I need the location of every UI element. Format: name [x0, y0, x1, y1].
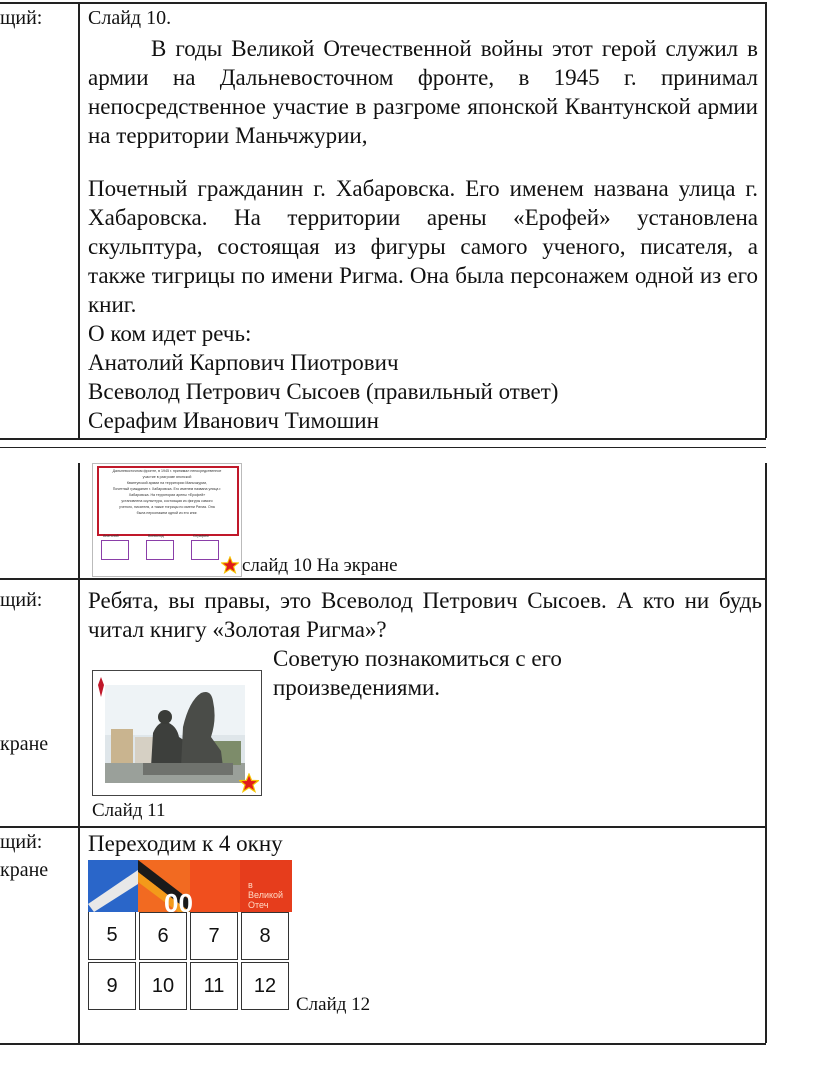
tile-10[interactable]: 10 — [139, 962, 187, 1010]
table-top-border — [0, 2, 766, 4]
row1-left-label: щий: — [0, 7, 43, 29]
tile-7[interactable]: 7 — [190, 912, 238, 960]
question-prompt: О ком идет речь: — [88, 321, 252, 346]
row4-heading: Переходим к 4 окну — [88, 831, 283, 856]
table-bottom-border — [0, 1043, 766, 1045]
tile-12[interactable]: 12 — [241, 962, 289, 1010]
tile-6[interactable]: 6 — [139, 912, 187, 960]
row3-advice-text: Советую познакомиться с его произведениями. — [273, 646, 562, 700]
poster-banner-text: в Великой Отеч — [248, 880, 284, 910]
slide-11-thumbnail — [92, 670, 262, 796]
tile-9[interactable]: 9 — [88, 962, 136, 1010]
star-icon — [239, 773, 259, 793]
question-paragraph-2: Почетный гражданин г. Хабаровска. Его именем названа улица г. Хабаровска. На территории арены «Ерофей» установлена скульптура, состоящая из фигуры самого ученого, писателя, а также тигрицы по имени Ригма. Она была персонажем одной из его книг. — [88, 176, 758, 317]
thumbnail-option-box-2 — [146, 540, 174, 560]
row3-left-label-top: щий: — [0, 589, 43, 611]
column-divider-lower — [78, 578, 80, 1043]
row1-content — [88, 6, 758, 435]
answer-option-2: Всеволод Петрович Сысоев (правильный ответ) — [88, 379, 559, 404]
thumbnail-option-box-1 — [101, 540, 129, 560]
row3-main-text: Ребята, вы правы, это Всеволод Петрович Сысоев. А кто ни будь читал книгу «Золотая Ригма»? — [88, 588, 762, 642]
thumbnail-text: Дальневосточном фронте, в 1945 г. принимал непосредственное участие в разгроме японской Квантунской армии на территории Маньчжурии, Почетный гражданин г. Хабаровска. Его именем названа улица г. Хабаровска. На территории арены «Ерофей» установлена скульптура, состоящая из фигуры самого ученого, писателя, а также тигрицы по имени Ригма. Она была персонажем одной из его книг. — [112, 469, 222, 515]
answer-option-3: Серафим Иванович Тимошин — [88, 408, 379, 433]
tile-11[interactable]: 11 — [190, 962, 238, 1010]
thumbnail-option-box-3 — [191, 540, 219, 560]
sculpture-photo — [93, 671, 261, 795]
answer-option-1: Анатолий Карпович Пиотрович — [88, 350, 399, 375]
row1-bottom-border — [0, 438, 766, 440]
slide-12-grid — [88, 860, 292, 1010]
right-border-row1 — [765, 2, 767, 438]
question-paragraph-1: В годы Великой Отечественной войны этот герой служил в армии на Дальневосточном фронте, в 1945 г. принимал непосредственное участие в разгроме японской Квантунской армии на территории Маньчжурии, — [88, 36, 758, 148]
logo-icon — [95, 677, 107, 697]
column-divider-row2 — [78, 463, 80, 578]
right-border-lower — [765, 578, 767, 1043]
slide-11-caption: Слайд 11 — [92, 800, 166, 821]
row4-left-label-top: щий: — [0, 831, 43, 853]
right-border-row2 — [765, 463, 767, 578]
slide-10-title: Слайд 10. — [88, 7, 172, 29]
column-divider-row1 — [78, 2, 80, 438]
svg-text:00: 00 — [164, 888, 193, 912]
row2-bottom-border — [0, 578, 766, 580]
slide-10-thumbnail: Дальневосточном фронте, в 1945 г. принимал непосредственное участие в разгроме японской Квантунской армии на территории Маньчжурии, Почетный гражданин г. Хабаровска. Его именем названа улица г. Хабаровска. На территории арены «Ерофей» установлена скульптура, состоящая из фигуры самого ученого, писателя, а также тигрицы по имени Ригма. Она была персонажем одной из его книг. Анатолий Всеволод Серафим — [92, 463, 242, 577]
row3-bottom-border — [0, 826, 766, 828]
tile-5[interactable]: 5 — [88, 912, 136, 960]
row2-top-border — [0, 447, 766, 448]
slide-12-caption: Слайд 12 — [296, 994, 371, 1015]
star-icon — [221, 556, 239, 574]
slide-10-caption: слайд 10 На экране — [242, 555, 398, 576]
row4-left-label-bottom: кране — [0, 859, 49, 881]
tile-8[interactable]: 8 — [241, 912, 289, 960]
row3-left-label-bottom: кране — [0, 733, 49, 755]
